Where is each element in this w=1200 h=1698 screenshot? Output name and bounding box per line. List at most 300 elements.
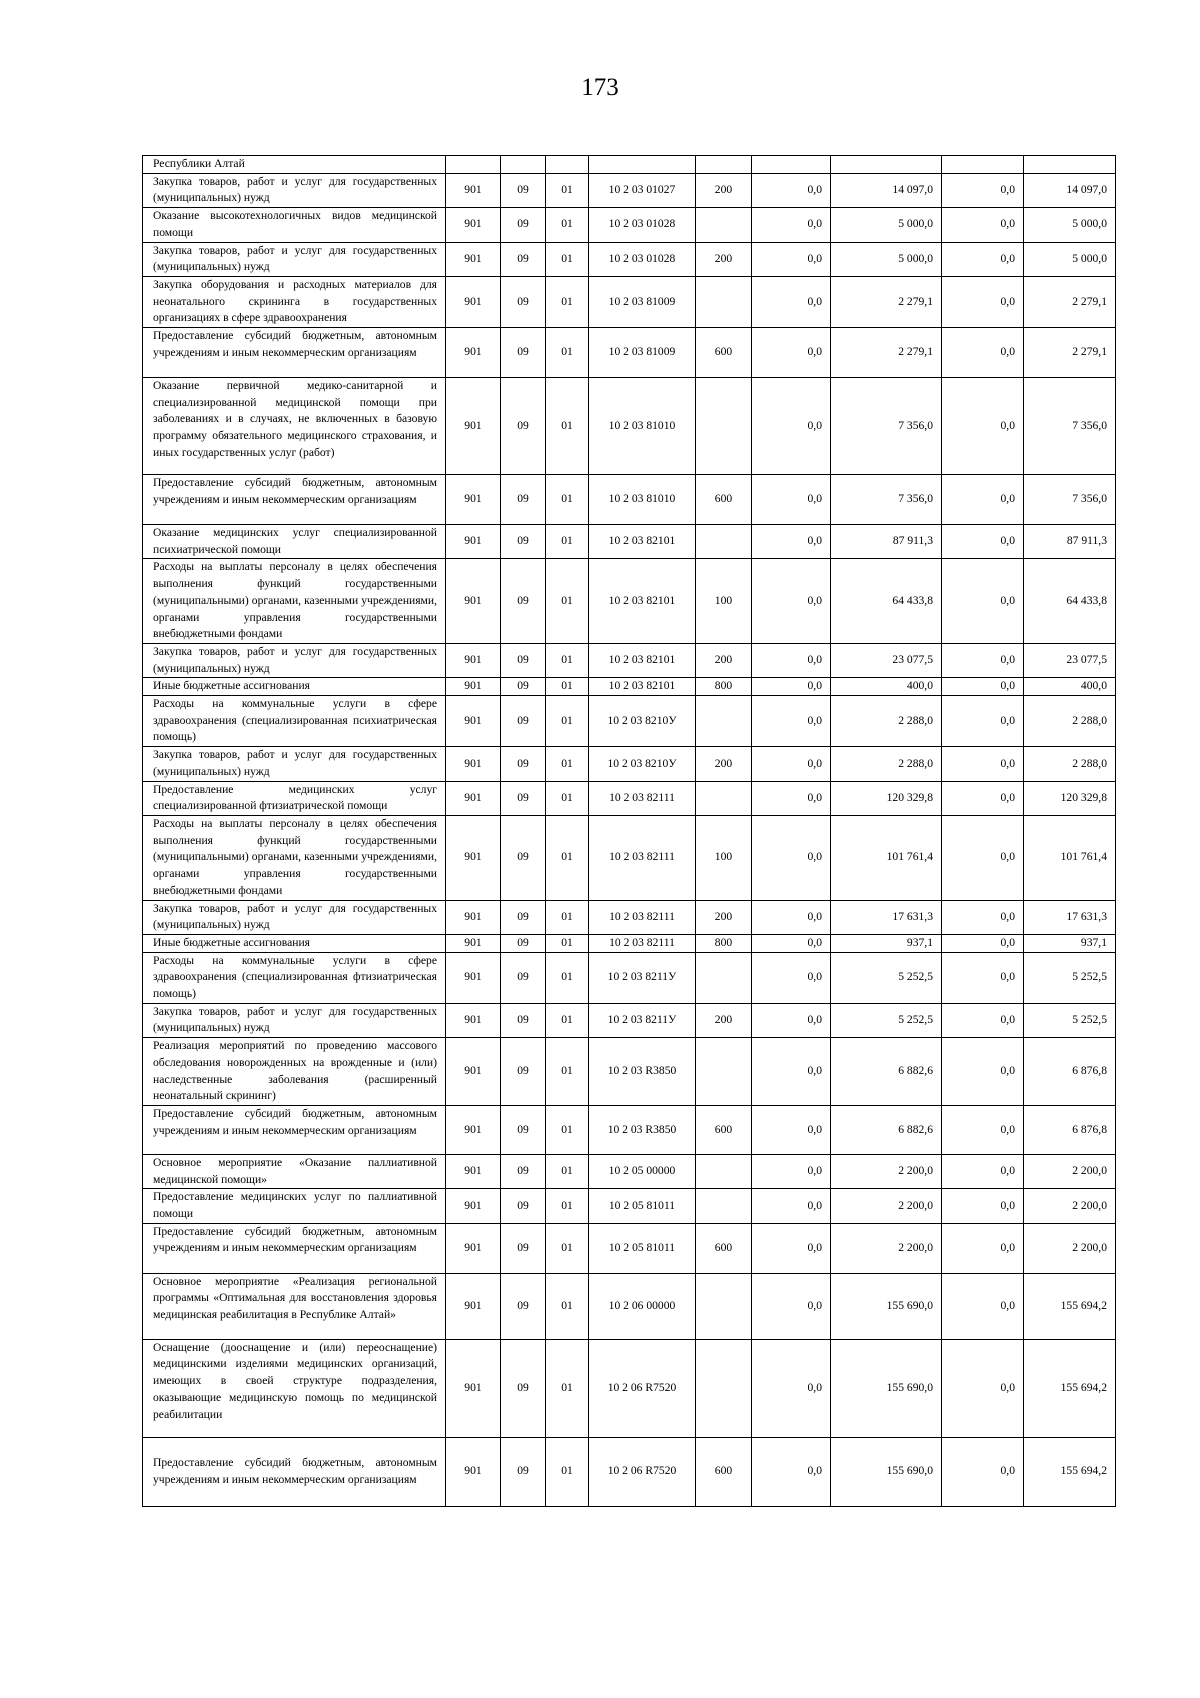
amount-1-cell: 0,0: [752, 696, 831, 747]
table-row: [143, 781, 1116, 815]
table-row: [143, 208, 1116, 242]
amount-4-cell: [1024, 156, 1116, 174]
amount-4-cell: 23 077,5: [1024, 643, 1116, 677]
subsection-code-cell: 01: [546, 173, 589, 207]
subsection-code-cell: 01: [546, 815, 589, 900]
amount-4-cell: 2 200,0: [1024, 1223, 1116, 1273]
expense-type-cell: 600: [696, 1105, 752, 1154]
section-code-cell: 09: [501, 747, 546, 781]
amount-4-cell: 7 356,0: [1024, 378, 1116, 475]
section-code-cell: 09: [501, 328, 546, 378]
amount-2-cell: 23 077,5: [831, 643, 942, 677]
amount-1-cell: 0,0: [752, 1154, 831, 1188]
amount-3-cell: 0,0: [942, 1223, 1024, 1273]
amount-2-cell: [831, 156, 942, 174]
ministry-code-cell: 901: [446, 952, 501, 1003]
amount-3-cell: 0,0: [942, 781, 1024, 815]
expense-name-cell: Закупка товаров, работ и услуг для государственных (муниципальных) нужд: [143, 242, 446, 276]
expense-name-cell: Предоставление субсидий бюджетным, автономным учреждениям и иным некоммерческим организациям: [143, 1437, 446, 1506]
ministry-code-cell: 901: [446, 1273, 501, 1339]
amount-1-cell: 0,0: [752, 242, 831, 276]
expense-name-cell: Закупка товаров, работ и услуг для государственных (муниципальных) нужд: [143, 747, 446, 781]
amount-4-cell: 2 279,1: [1024, 328, 1116, 378]
expense-type-cell: [696, 952, 752, 1003]
amount-3-cell: 0,0: [942, 934, 1024, 952]
target-article-cell: 10 2 06 R7520: [589, 1339, 696, 1437]
ministry-code-cell: 901: [446, 747, 501, 781]
amount-1-cell: 0,0: [752, 900, 831, 934]
amount-1-cell: 0,0: [752, 643, 831, 677]
target-article-cell: 10 2 03 82111: [589, 781, 696, 815]
amount-1-cell: 0,0: [752, 934, 831, 952]
amount-2-cell: 2 200,0: [831, 1189, 942, 1223]
target-article-cell: 10 2 03 81010: [589, 378, 696, 475]
expense-name-cell: Закупка оборудования и расходных материалов для неонатального скрининга в государственных организациях в сфере здравоохранения: [143, 276, 446, 327]
amount-3-cell: 0,0: [942, 1105, 1024, 1154]
target-article-cell: 10 2 03 8211У: [589, 952, 696, 1003]
amount-4-cell: 5 000,0: [1024, 208, 1116, 242]
section-code-cell: 09: [501, 934, 546, 952]
target-article-cell: 10 2 03 R3850: [589, 1105, 696, 1154]
amount-1-cell: [752, 156, 831, 174]
subsection-code-cell: 01: [546, 952, 589, 1003]
amount-1-cell: 0,0: [752, 747, 831, 781]
amount-1-cell: 0,0: [752, 1189, 831, 1223]
subsection-code-cell: 01: [546, 1003, 589, 1037]
ministry-code-cell: 901: [446, 208, 501, 242]
subsection-code-cell: 01: [546, 643, 589, 677]
expense-type-cell: 200: [696, 242, 752, 276]
amount-2-cell: 2 200,0: [831, 1223, 942, 1273]
expense-name-cell: Основное мероприятие «Оказание паллиативной медицинской помощи»: [143, 1154, 446, 1188]
subsection-code-cell: 01: [546, 559, 589, 644]
page-number: 173: [581, 74, 619, 101]
amount-4-cell: 2 200,0: [1024, 1189, 1116, 1223]
section-code-cell: 09: [501, 900, 546, 934]
amount-4-cell: 937,1: [1024, 934, 1116, 952]
expense-name-cell: Расходы на коммунальные услуги в сфере здравоохранения (специализированная фтизиатрическая помощь): [143, 952, 446, 1003]
subsection-code-cell: 01: [546, 242, 589, 276]
table-row: [143, 1223, 1116, 1273]
ministry-code-cell: 901: [446, 559, 501, 644]
table-row: [143, 1189, 1116, 1223]
section-code-cell: 09: [501, 208, 546, 242]
amount-2-cell: 2 288,0: [831, 747, 942, 781]
section-code-cell: 09: [501, 952, 546, 1003]
section-code-cell: 09: [501, 475, 546, 525]
table-row: [143, 559, 1116, 644]
amount-1-cell: 0,0: [752, 1038, 831, 1106]
expense-name-cell: Предоставление субсидий бюджетным, автономным учреждениям и иным некоммерческим организациям: [143, 1105, 446, 1154]
amount-3-cell: 0,0: [942, 328, 1024, 378]
expense-type-cell: [696, 1038, 752, 1106]
table-row: [143, 475, 1116, 525]
section-code-cell: 09: [501, 696, 546, 747]
table-row: [143, 1003, 1116, 1037]
amount-3-cell: 0,0: [942, 208, 1024, 242]
subsection-code-cell: 01: [546, 934, 589, 952]
expense-type-cell: [696, 696, 752, 747]
amount-2-cell: 87 911,3: [831, 525, 942, 559]
section-code-cell: 09: [501, 1223, 546, 1273]
target-article-cell: 10 2 03 82101: [589, 559, 696, 644]
expense-type-cell: 600: [696, 1437, 752, 1506]
section-code-cell: 09: [501, 276, 546, 327]
amount-1-cell: 0,0: [752, 678, 831, 696]
ministry-code-cell: [446, 156, 501, 174]
amount-1-cell: 0,0: [752, 815, 831, 900]
amount-3-cell: 0,0: [942, 525, 1024, 559]
amount-2-cell: 6 882,6: [831, 1105, 942, 1154]
amount-2-cell: 400,0: [831, 678, 942, 696]
amount-3-cell: 0,0: [942, 559, 1024, 644]
amount-3-cell: [942, 156, 1024, 174]
amount-3-cell: 0,0: [942, 952, 1024, 1003]
ministry-code-cell: 901: [446, 328, 501, 378]
expense-name-cell: Иные бюджетные ассигнования: [143, 934, 446, 952]
ministry-code-cell: 901: [446, 276, 501, 327]
expense-type-cell: 600: [696, 1223, 752, 1273]
table-row: [143, 1339, 1116, 1437]
subsection-code-cell: 01: [546, 781, 589, 815]
ministry-code-cell: 901: [446, 1189, 501, 1223]
table-row: [143, 242, 1116, 276]
amount-4-cell: 2 288,0: [1024, 747, 1116, 781]
target-article-cell: 10 2 03 81010: [589, 475, 696, 525]
expense-type-cell: 100: [696, 559, 752, 644]
amount-2-cell: 101 761,4: [831, 815, 942, 900]
subsection-code-cell: 01: [546, 1154, 589, 1188]
amount-4-cell: 155 694,2: [1024, 1437, 1116, 1506]
expense-name-cell: Закупка товаров, работ и услуг для государственных (муниципальных) нужд: [143, 173, 446, 207]
amount-2-cell: 2 279,1: [831, 276, 942, 327]
amount-4-cell: 6 876,8: [1024, 1105, 1116, 1154]
table-row: [143, 276, 1116, 327]
amount-1-cell: 0,0: [752, 1003, 831, 1037]
table-row: [143, 156, 1116, 174]
expense-type-cell: 600: [696, 328, 752, 378]
ministry-code-cell: 901: [446, 900, 501, 934]
expense-type-cell: [696, 1189, 752, 1223]
ministry-code-cell: 901: [446, 815, 501, 900]
amount-3-cell: 0,0: [942, 643, 1024, 677]
expense-name-cell: Предоставление медицинских услуг по паллиативной помощи: [143, 1189, 446, 1223]
ministry-code-cell: 901: [446, 475, 501, 525]
expense-name-cell: Оказание медицинских услуг специализированной психиатрической помощи: [143, 525, 446, 559]
amount-4-cell: 64 433,8: [1024, 559, 1116, 644]
amount-3-cell: 0,0: [942, 173, 1024, 207]
amount-2-cell: 5 000,0: [831, 208, 942, 242]
ministry-code-cell: 901: [446, 696, 501, 747]
ministry-code-cell: 901: [446, 1038, 501, 1106]
amount-4-cell: 5 000,0: [1024, 242, 1116, 276]
expense-name-cell: Предоставление субсидий бюджетным, автономным учреждениям и иным некоммерческим организациям: [143, 328, 446, 378]
expense-name-cell: Республики Алтай: [143, 156, 446, 174]
section-code-cell: 09: [501, 1339, 546, 1437]
table-row: [143, 934, 1116, 952]
section-code-cell: 09: [501, 1189, 546, 1223]
target-article-cell: 10 2 03 01028: [589, 208, 696, 242]
table-row: [143, 525, 1116, 559]
subsection-code-cell: 01: [546, 900, 589, 934]
amount-1-cell: 0,0: [752, 1273, 831, 1339]
subsection-code-cell: 01: [546, 1189, 589, 1223]
table-row: [143, 643, 1116, 677]
expense-type-cell: 800: [696, 678, 752, 696]
amount-3-cell: 0,0: [942, 378, 1024, 475]
target-article-cell: 10 2 03 82111: [589, 900, 696, 934]
amount-1-cell: 0,0: [752, 475, 831, 525]
section-code-cell: 09: [501, 678, 546, 696]
amount-4-cell: 14 097,0: [1024, 173, 1116, 207]
amount-2-cell: 937,1: [831, 934, 942, 952]
target-article-cell: 10 2 03 82111: [589, 934, 696, 952]
expense-name-cell: Расходы на коммунальные услуги в сфере здравоохранения (специализированная психиатрическая помощь): [143, 696, 446, 747]
expense-type-cell: [696, 276, 752, 327]
table-row: [143, 952, 1116, 1003]
target-article-cell: 10 2 03 8211У: [589, 1003, 696, 1037]
amount-1-cell: 0,0: [752, 276, 831, 327]
ministry-code-cell: 901: [446, 1223, 501, 1273]
expense-type-cell: 200: [696, 173, 752, 207]
ministry-code-cell: 901: [446, 1105, 501, 1154]
amount-1-cell: 0,0: [752, 952, 831, 1003]
amount-2-cell: 7 356,0: [831, 475, 942, 525]
amount-1-cell: 0,0: [752, 378, 831, 475]
amount-1-cell: 0,0: [752, 1437, 831, 1506]
expense-type-cell: [696, 378, 752, 475]
expense-type-cell: [696, 1154, 752, 1188]
amount-3-cell: 0,0: [942, 475, 1024, 525]
table-row: [143, 696, 1116, 747]
target-article-cell: 10 2 03 81009: [589, 276, 696, 327]
amount-4-cell: 17 631,3: [1024, 900, 1116, 934]
subsection-code-cell: [546, 156, 589, 174]
expense-name-cell: Оказание высокотехнологичных видов медицинской помощи: [143, 208, 446, 242]
expense-type-cell: [696, 1273, 752, 1339]
amount-3-cell: 0,0: [942, 1038, 1024, 1106]
budget-table: [142, 155, 1116, 1507]
expense-name-cell: Закупка товаров, работ и услуг для государственных (муниципальных) нужд: [143, 643, 446, 677]
amount-4-cell: 7 356,0: [1024, 475, 1116, 525]
amount-2-cell: 17 631,3: [831, 900, 942, 934]
target-article-cell: 10 2 03 82101: [589, 678, 696, 696]
amount-3-cell: 0,0: [942, 1339, 1024, 1437]
section-code-cell: 09: [501, 815, 546, 900]
amount-3-cell: 0,0: [942, 276, 1024, 327]
subsection-code-cell: 01: [546, 378, 589, 475]
table-row: [143, 1273, 1116, 1339]
subsection-code-cell: 01: [546, 678, 589, 696]
ministry-code-cell: 901: [446, 678, 501, 696]
expense-type-cell: 100: [696, 815, 752, 900]
target-article-cell: 10 2 05 81011: [589, 1223, 696, 1273]
ministry-code-cell: 901: [446, 1437, 501, 1506]
amount-4-cell: 155 694,2: [1024, 1273, 1116, 1339]
ministry-code-cell: 901: [446, 1003, 501, 1037]
amount-3-cell: 0,0: [942, 1437, 1024, 1506]
amount-2-cell: 2 200,0: [831, 1154, 942, 1188]
expense-type-cell: 200: [696, 900, 752, 934]
expense-type-cell: 800: [696, 934, 752, 952]
expense-type-cell: [696, 208, 752, 242]
amount-1-cell: 0,0: [752, 1105, 831, 1154]
amount-4-cell: 5 252,5: [1024, 952, 1116, 1003]
amount-2-cell: 155 690,0: [831, 1339, 942, 1437]
expense-type-cell: [696, 156, 752, 174]
target-article-cell: 10 2 03 01027: [589, 173, 696, 207]
subsection-code-cell: 01: [546, 696, 589, 747]
amount-2-cell: 5 252,5: [831, 952, 942, 1003]
amount-2-cell: 2 279,1: [831, 328, 942, 378]
subsection-code-cell: 01: [546, 1223, 589, 1273]
section-code-cell: 09: [501, 1038, 546, 1106]
budget-table-body: [143, 156, 1116, 1507]
section-code-cell: 09: [501, 1273, 546, 1339]
target-article-cell: 10 2 05 81011: [589, 1189, 696, 1223]
subsection-code-cell: 01: [546, 276, 589, 327]
table-row: [143, 173, 1116, 207]
expense-type-cell: 600: [696, 475, 752, 525]
expense-name-cell: Оснащение (дооснащение и (или) переоснащение) медицинскими изделиями медицинских организаций, имеющих в своей структуре подразделения, оказывающие медицинскую помощь по медицинской реабилитации: [143, 1339, 446, 1437]
amount-3-cell: 0,0: [942, 1154, 1024, 1188]
table-row: [143, 678, 1116, 696]
expense-name-cell: Основное мероприятие «Реализация региональной программы «Оптимальная для восстановления здоровья медицинская реабилитация в Республике Алтай»: [143, 1273, 446, 1339]
amount-4-cell: 2 279,1: [1024, 276, 1116, 327]
amount-3-cell: 0,0: [942, 900, 1024, 934]
amount-4-cell: 5 252,5: [1024, 1003, 1116, 1037]
amount-1-cell: 0,0: [752, 1339, 831, 1437]
amount-2-cell: 155 690,0: [831, 1273, 942, 1339]
target-article-cell: 10 2 03 82101: [589, 525, 696, 559]
target-article-cell: 10 2 03 R3850: [589, 1038, 696, 1106]
target-article-cell: [589, 156, 696, 174]
amount-2-cell: 155 690,0: [831, 1437, 942, 1506]
target-article-cell: 10 2 03 81009: [589, 328, 696, 378]
amount-3-cell: 0,0: [942, 678, 1024, 696]
subsection-code-cell: 01: [546, 1273, 589, 1339]
amount-1-cell: 0,0: [752, 525, 831, 559]
amount-3-cell: 0,0: [942, 815, 1024, 900]
amount-2-cell: 64 433,8: [831, 559, 942, 644]
subsection-code-cell: 01: [546, 328, 589, 378]
target-article-cell: 10 2 06 R7520: [589, 1437, 696, 1506]
section-code-cell: [501, 156, 546, 174]
section-code-cell: 09: [501, 173, 546, 207]
section-code-cell: 09: [501, 1105, 546, 1154]
amount-2-cell: 7 356,0: [831, 378, 942, 475]
table-row: [143, 328, 1116, 378]
amount-4-cell: 87 911,3: [1024, 525, 1116, 559]
table-row: [143, 1437, 1116, 1506]
amount-3-cell: 0,0: [942, 242, 1024, 276]
amount-1-cell: 0,0: [752, 1223, 831, 1273]
subsection-code-cell: 01: [546, 1105, 589, 1154]
section-code-cell: 09: [501, 378, 546, 475]
section-code-cell: 09: [501, 643, 546, 677]
expense-type-cell: [696, 525, 752, 559]
amount-4-cell: 2 288,0: [1024, 696, 1116, 747]
table-row: [143, 1038, 1116, 1106]
subsection-code-cell: 01: [546, 1437, 589, 1506]
section-code-cell: 09: [501, 242, 546, 276]
amount-4-cell: 155 694,2: [1024, 1339, 1116, 1437]
table-row: [143, 815, 1116, 900]
subsection-code-cell: 01: [546, 208, 589, 242]
table-row: [143, 900, 1116, 934]
expense-type-cell: 200: [696, 747, 752, 781]
ministry-code-cell: 901: [446, 378, 501, 475]
amount-1-cell: 0,0: [752, 173, 831, 207]
section-code-cell: 09: [501, 1437, 546, 1506]
amount-1-cell: 0,0: [752, 208, 831, 242]
section-code-cell: 09: [501, 781, 546, 815]
ministry-code-cell: 901: [446, 173, 501, 207]
amount-1-cell: 0,0: [752, 328, 831, 378]
section-code-cell: 09: [501, 1154, 546, 1188]
ministry-code-cell: 901: [446, 643, 501, 677]
ministry-code-cell: 901: [446, 525, 501, 559]
amount-2-cell: 5 252,5: [831, 1003, 942, 1037]
amount-1-cell: 0,0: [752, 559, 831, 644]
target-article-cell: 10 2 03 82111: [589, 815, 696, 900]
target-article-cell: 10 2 03 8210У: [589, 696, 696, 747]
expense-name-cell: Предоставление субсидий бюджетным, автономным учреждениям и иным некоммерческим организациям: [143, 475, 446, 525]
expense-name-cell: Иные бюджетные ассигнования: [143, 678, 446, 696]
subsection-code-cell: 01: [546, 525, 589, 559]
ministry-code-cell: 901: [446, 934, 501, 952]
subsection-code-cell: 01: [546, 475, 589, 525]
target-article-cell: 10 2 03 82101: [589, 643, 696, 677]
table-row: [143, 378, 1116, 475]
amount-2-cell: 5 000,0: [831, 242, 942, 276]
expense-name-cell: Расходы на выплаты персоналу в целях обеспечения выполнения функций государственными (муниципальными) органами, казенными учреждениями, органами управления государственными внебюджетными фондами: [143, 815, 446, 900]
amount-4-cell: 120 329,8: [1024, 781, 1116, 815]
ministry-code-cell: 901: [446, 1154, 501, 1188]
expense-name-cell: Закупка товаров, работ и услуг для государственных (муниципальных) нужд: [143, 1003, 446, 1037]
amount-4-cell: 400,0: [1024, 678, 1116, 696]
expense-type-cell: 200: [696, 643, 752, 677]
ministry-code-cell: 901: [446, 242, 501, 276]
subsection-code-cell: 01: [546, 1038, 589, 1106]
expense-type-cell: [696, 1339, 752, 1437]
ministry-code-cell: 901: [446, 1339, 501, 1437]
expense-type-cell: [696, 781, 752, 815]
section-code-cell: 09: [501, 559, 546, 644]
subsection-code-cell: 01: [546, 1339, 589, 1437]
target-article-cell: 10 2 06 00000: [589, 1273, 696, 1339]
amount-4-cell: 6 876,8: [1024, 1038, 1116, 1106]
section-code-cell: 09: [501, 525, 546, 559]
expense-name-cell: Оказание первичной медико-санитарной и специализированной медицинской помощи при заболеваниях и в случаях, не включенных в базовую программу обязательного медицинского страхования, и иных государственных услуг (работ): [143, 378, 446, 475]
expense-type-cell: 200: [696, 1003, 752, 1037]
expense-name-cell: Закупка товаров, работ и услуг для государственных (муниципальных) нужд: [143, 900, 446, 934]
section-code-cell: 09: [501, 1003, 546, 1037]
amount-2-cell: 2 288,0: [831, 696, 942, 747]
ministry-code-cell: 901: [446, 781, 501, 815]
amount-4-cell: 101 761,4: [1024, 815, 1116, 900]
amount-3-cell: 0,0: [942, 696, 1024, 747]
amount-3-cell: 0,0: [942, 1189, 1024, 1223]
target-article-cell: 10 2 03 01028: [589, 242, 696, 276]
target-article-cell: 10 2 05 00000: [589, 1154, 696, 1188]
table-row: [143, 1105, 1116, 1154]
expense-name-cell: Предоставление субсидий бюджетным, автономным учреждениям и иным некоммерческим организациям: [143, 1223, 446, 1273]
subsection-code-cell: 01: [546, 747, 589, 781]
amount-2-cell: 6 882,6: [831, 1038, 942, 1106]
amount-4-cell: 2 200,0: [1024, 1154, 1116, 1188]
table-row: [143, 747, 1116, 781]
